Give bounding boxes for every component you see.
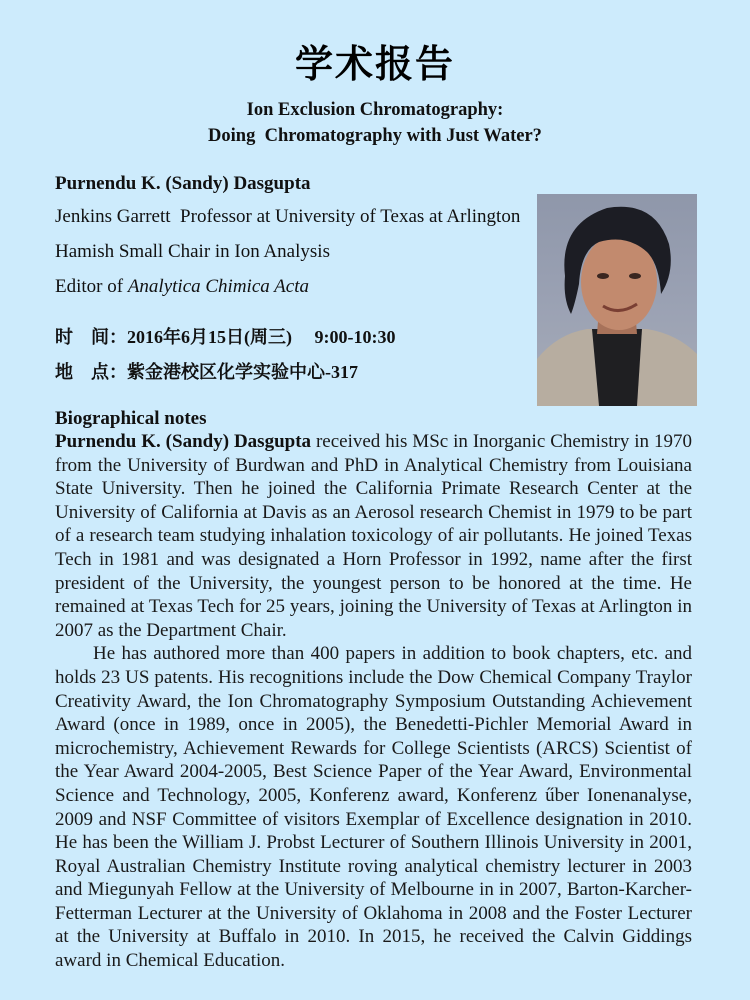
biography-lead-name: Purnendu K. (Sandy) Dasgupta bbox=[55, 431, 312, 452]
journal-name: Analytica Chimica Acta bbox=[127, 276, 309, 297]
biography-paragraph-2: He has authored more than 400 papers in addition to book chapters, etc. and holds 23 US patents. His recognitions include the Dow Chemical Company Traylor Creativity Award, the Ion Chromatography Symposium Outstanding Achievement Award (once in 1989, once in 2005), the Benedetti-Pichler Memorial Award in microchemistry, Achievement Rewards for College Scientists (ARCS) Scientist of the Year Award 2004-2005, Best Science Paper of the Year Award, Environmental Science and Technology, 2005, Konferenz award, Konferenz űber Ionenanalyse, 2009 and NSF Committee of visitors Exemplar of Excellence designation in 2010. He has been the William J. Probst Lecturer of Southern Illinois University in 2001, Royal Australian Chemistry Institute roving analytical chemistry lecturer in 2003 and Miegunyah Fellow at the University of Melbourne in in 2007, Barton-Karcher-Fetterman Lecturer at the University of Oklahoma in 2008 and the Foster Lecturer at the University at Buffalo in 2010. In 2015, he received the Calvin Giddings award in Chemical Education. bbox=[55, 643, 692, 972]
talk-title-line-1: Ion Exclusion Chromatography: bbox=[246, 100, 504, 120]
location-value: 紫金港校区化学实验中心-317 bbox=[127, 362, 358, 382]
biography-text bbox=[55, 430, 692, 973]
speaker-editor-line bbox=[55, 275, 309, 299]
biography-paragraph-1 bbox=[55, 430, 692, 642]
biography-heading: Biographical notes bbox=[55, 408, 207, 429]
location-label: 地 点： bbox=[55, 362, 127, 383]
biography-paragraph-1-text: received his MSc in Inorganic Chemistry in 1970 from the University of Burdwan and PhD in Analytical Chemistry from Louisiana State University. Then he joined the California Primate Research Center at the University of California at Davis as an Aerosol research Chemist in 1979 to be part of a research team studying inhalation toxicology of air pollutants. He joined Texas Tech in 1981 and was designated a Horn Professor in 1992, name after the first president of the University, the youngest person to be honored at the time. He remained at Texas Tech for 25 years, joining the University of Texas at Arlington in 2007 as the Department Chair. bbox=[55, 431, 692, 641]
page-title: 学术报告 bbox=[294, 42, 455, 86]
editor-prefix: Editor of bbox=[55, 276, 128, 297]
right-eye bbox=[629, 273, 641, 279]
turtleneck-shape bbox=[592, 329, 642, 406]
speaker-name: Purnendu K. (Sandy) Dasgupta bbox=[55, 173, 311, 194]
left-eye bbox=[597, 273, 609, 279]
speaker-portrait-illustration bbox=[537, 194, 697, 406]
talk-title-line-2: Doing Chromatography with Just Water? bbox=[208, 126, 542, 146]
event-time bbox=[55, 325, 395, 350]
speaker-position-1: Jenkins Garrett Professor at University of Texas at Arlington bbox=[55, 206, 521, 227]
speaker-position-2: Hamish Small Chair in Ion Analysis bbox=[55, 241, 330, 262]
event-location bbox=[55, 360, 358, 385]
time-value: 2016年6月15日(周三) 9:00-10:30 bbox=[127, 327, 396, 347]
time-label: 时 间： bbox=[55, 327, 127, 348]
speaker-photo bbox=[537, 194, 697, 406]
